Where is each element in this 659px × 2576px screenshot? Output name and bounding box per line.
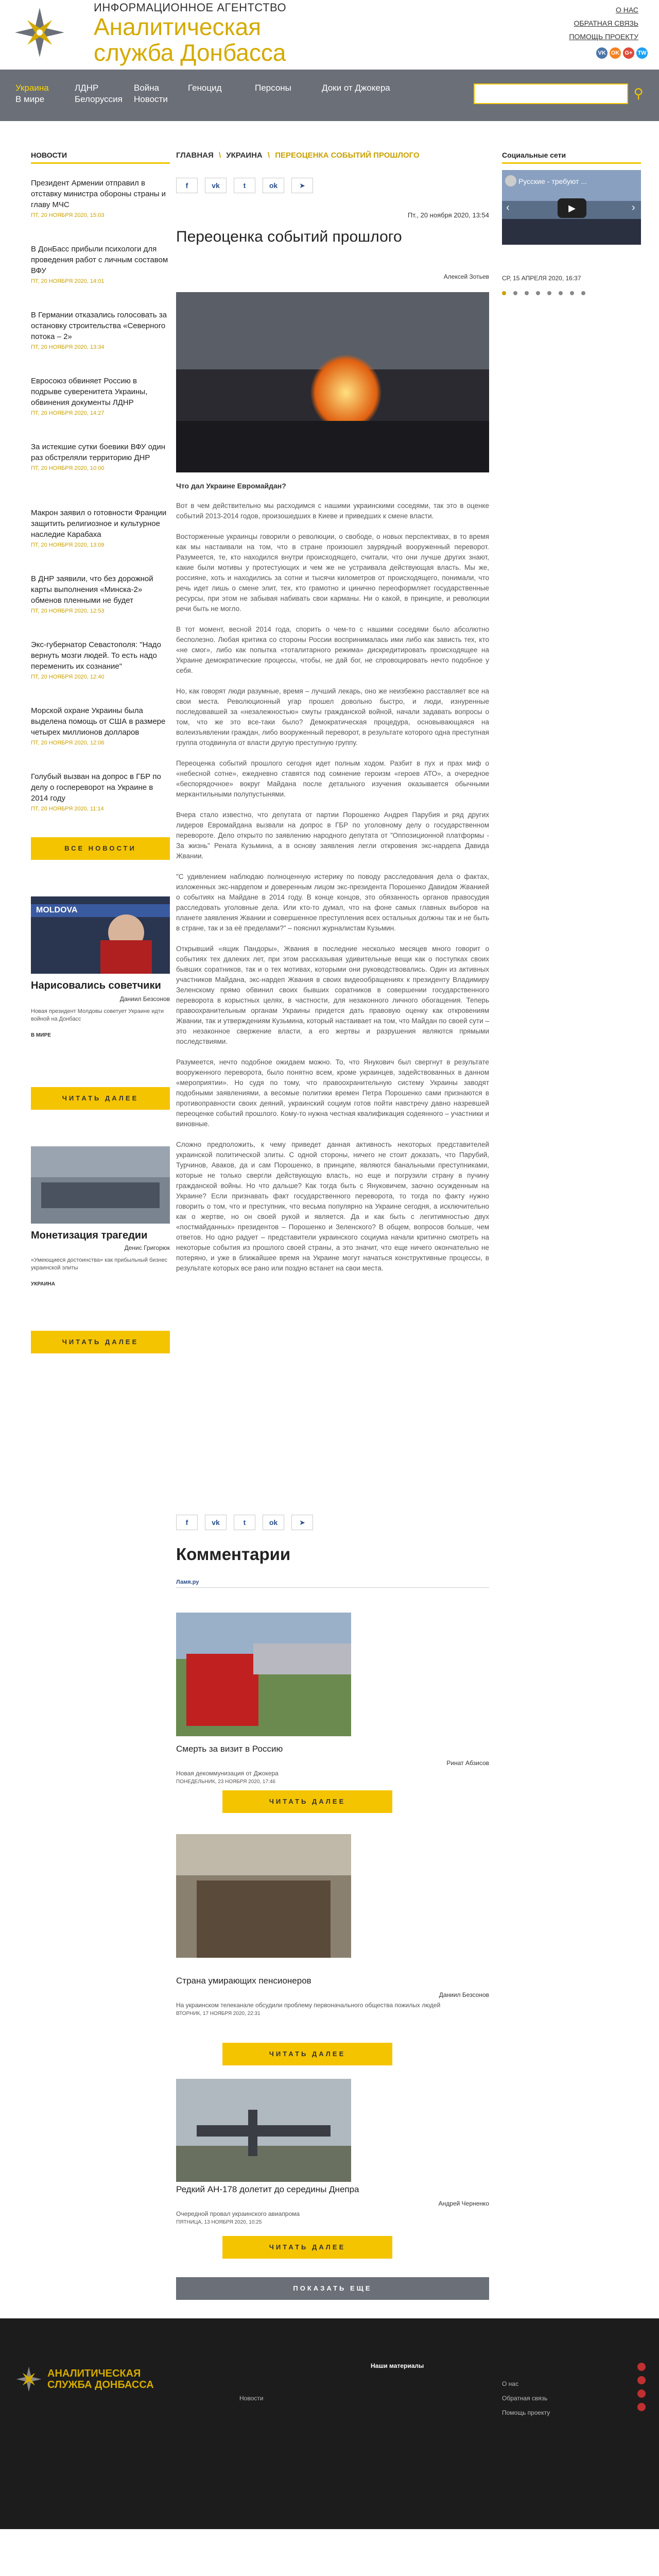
news-item[interactable] — [31, 376, 170, 417]
crumb-current: ПЕРЕОЦЕНКА СОБЫТИЙ ПРОШЛОГО — [275, 151, 420, 160]
link-help[interactable]: ПОМОЩЬ ПРОЕКТУ — [569, 32, 638, 41]
prev-arrow-icon[interactable]: ‹ — [506, 202, 510, 213]
article-author[interactable]: Алексей Зотьев — [443, 273, 489, 280]
card2-read-more[interactable]: ЧИТАТЬ ДАЛЕЕ — [31, 1331, 170, 1353]
card1-section: В МИРЕ — [31, 1032, 51, 1038]
related1-date: ПОНЕДЕЛЬНИК, 23 НОЯБРЯ 2020, 17:46 — [176, 1779, 275, 1785]
footer-social-icon[interactable] — [637, 2363, 646, 2371]
carousel-dot[interactable] — [502, 291, 506, 295]
all-news-button[interactable]: ВСЕ НОВОСТИ — [31, 837, 170, 860]
card2-section: УКРАИНА — [31, 1281, 55, 1287]
share-vk-icon[interactable]: vk — [205, 178, 227, 193]
card1-title[interactable]: Нарисовались советчики — [31, 980, 161, 991]
card2-lead: «Умеющиеся достоинства» как прибыльный бизнес украинской элиты — [31, 1257, 168, 1271]
news-item-title[interactable]: Макрон заявил о готовности Франции защитить религиозное и культурное наследие Карабаха — [31, 509, 167, 539]
related1-title[interactable]: Смерть за визит в Россию — [176, 1744, 283, 1754]
carousel-dot[interactable] — [513, 291, 517, 295]
related1-read-more[interactable]: ЧИТАТЬ ДАЛЕЕ — [222, 1790, 392, 1813]
article-paragraph: Вот в чем действительно мы расходимся с нашими украинскими соседями, так это в оценке событий 2013-2014 годов, произошедших в Киеве и приведших к смене власти. — [176, 502, 489, 520]
news-heading: НОВОСТИ — [31, 151, 170, 164]
comments-heading: Комментарии — [176, 1545, 291, 1564]
news-item[interactable] — [31, 244, 170, 285]
brand-line-2: служба Донбасса — [94, 39, 286, 66]
share-ok-icon-bottom[interactable]: ok — [263, 1515, 284, 1530]
share-telegram-icon-bottom[interactable]: ➤ — [291, 1515, 313, 1530]
article-paragraph: Вчера стало известно, что депутата от партии Порошенко Андрея Парубия и ряд других лидеров Евромайдана вызвали на допрос в ГБР по уголовному делу о государственном перевороте. Дело открыто по заявлению народного депутата от "Оппозиционной платформы - За жизнь" Рената Кузьмина, а в основу заявления легли откровения экс-нардепа Давида Жвании. — [176, 811, 489, 860]
nav-item-world[interactable]: В мире — [15, 94, 45, 104]
carousel-dot[interactable] — [536, 291, 540, 295]
image-caption: Что дал Украине Евромайдан? — [176, 482, 286, 490]
carousel-dot[interactable] — [570, 291, 574, 295]
nav-item-war[interactable]: Война — [134, 83, 160, 93]
ok-icon[interactable]: OK — [610, 47, 621, 59]
news-item-title[interactable]: Морской охране Украины была выделена помощь от США в размере четырех миллионов долларов — [31, 706, 166, 737]
news-item[interactable] — [31, 507, 170, 549]
news-item-date: ПТ, 20 НОЯБРЯ 2020, 12:06 — [31, 740, 105, 746]
footer-link-help[interactable]: Помощь проекту — [502, 2409, 550, 2416]
news-item-date: ПТ, 20 НОЯБРЯ 2020, 14:27 — [31, 410, 105, 416]
news-item-title[interactable]: Голубый вызван на допрос в ГБР по делу о госпереворот на Украине в 2014 году — [31, 772, 161, 803]
nav-item-persons[interactable]: Персоны — [255, 83, 291, 93]
card1-lead: Новая президент Молдовы советует Украине идти войной на Донбасс — [31, 1008, 164, 1022]
news-item-date: ПТ, 20 НОЯБРЯ 2020, 13:09 — [31, 542, 105, 548]
share-ok-icon[interactable]: ok — [263, 178, 284, 193]
article-date: Пт., 20 ноября 2020, 13:54 — [407, 211, 489, 219]
news-item-title[interactable]: Президент Армении отправил в отставку министра обороны страны и главу МЧС — [31, 179, 166, 209]
news-item-date: ПТ, 20 НОЯБРЯ 2020, 10:00 — [31, 465, 105, 471]
share-telegram-icon[interactable]: ➤ — [291, 178, 313, 193]
google-plus-icon[interactable]: G+ — [623, 47, 634, 59]
footer-link-about[interactable]: О нас — [502, 2380, 518, 2387]
related2-read-more[interactable]: ЧИТАТЬ ДАЛЕЕ — [222, 2043, 392, 2065]
nav-item-belarus[interactable]: Белоруссия — [75, 94, 123, 104]
brand-title[interactable] — [94, 14, 286, 65]
article-image — [176, 292, 489, 472]
site-footer — [0, 2318, 659, 2529]
search-icon[interactable]: ⚲ — [629, 83, 648, 104]
share-facebook-icon-bottom[interactable]: f — [176, 1515, 198, 1530]
news-item[interactable] — [31, 178, 170, 219]
article-paragraph: Открывший «ящик Пандоры», Жвания в последние несколько месяцев много говорит о событиях тех далеких лет, при этом рассказывая удивительные вещи как о поступках своих бывших соратников, так и о тех мотивах, которыми они руководствовались. Один из активных участников Майдана, экс-нардеп Жвания в своих видеообращениях к президенту Владимиру Зеленскому прямо обвинил своих бывших соратников в совершении государственного переворота в корыстных целях, в частности, для незаконного личного обогащения. Теперь правоохранительным органам Украины придется дать правовую оценку как откровениям Жвании, так и утверждениям Кузьмина, который настаивает на том, что Майдан по своей сути – это незаконное свержение власти, а его жертвы и разрушения являются прямыми последствиями. — [176, 945, 489, 1045]
nav-item-news[interactable]: Новости — [134, 94, 168, 104]
share-twitter-icon-bottom[interactable]: t — [234, 1515, 255, 1530]
card1-author: Даниил Безсонов — [119, 995, 170, 1003]
carousel-dot[interactable] — [547, 291, 551, 295]
article-paragraph: Восторженные украинцы говорили о революции, о свободе, о новых перспективах, в то время как мы настаивали на том, что в стране произошел заурядный вооруженный переворот. Разумеется, те, кто находился внутри происходящего, считали, что они лучше других знают, какие были мотивы у протестующих и чем же не устраивала действующая власть. Мы же, россияне, хоть и находились за сотни и тысячи километров от происходящего, понимали, что речь идет лишь о смене элит, тех, кто грамотно и цинично переоформляет государственные ресурсы, при этом не забывая набивать свои карманы. Ни о какой, в принципе, и революции речи быть не могло. — [176, 533, 489, 613]
related3-lead: Очередной провал украинского авиапрома — [176, 2210, 300, 2217]
nav-col-1 — [15, 82, 49, 105]
top-links — [569, 3, 638, 43]
related2-date: ВТОРНИК, 17 НОЯБРЯ 2020, 22:31 — [176, 2011, 261, 2016]
nav-col-3 — [134, 82, 168, 105]
footer-social-icon[interactable] — [637, 2403, 646, 2411]
news-item-title[interactable]: В Германии отказались голосовать за остановку строительства «Северного потока – 2» — [31, 311, 167, 341]
news-item[interactable] — [31, 771, 170, 813]
related1-card — [176, 1744, 489, 1785]
card2-photo[interactable] — [31, 1146, 170, 1224]
news-item-date: ПТ, 20 НОЯБРЯ 2020, 15:03 — [31, 212, 105, 218]
footer-link-news[interactable]: Новости — [239, 2395, 264, 2402]
share-facebook-icon[interactable]: f — [176, 178, 198, 193]
related3-photo[interactable] — [176, 2079, 351, 2182]
crumb-ukraine[interactable]: УКРАИНА — [226, 151, 263, 160]
social-heading: Социальные сети — [502, 151, 641, 164]
article-paragraph: Переоценка событий прошлого сегодня идет полным ходом. Разбит в пух и прах миф о «небесной сотне», ежедневно ставятся под сомнение героизм «героев АТО», а очередное «беспорядочное» вокруг Майдана после детального изучения оказывается обычными меркантильными полупустынями. — [176, 759, 489, 798]
show-more-button[interactable]: ПОКАЗАТЬ ЕЩЕ — [176, 2277, 489, 2300]
card2-author: Денис Григорюк — [124, 1244, 170, 1251]
play-icon[interactable]: ▶ — [558, 198, 586, 218]
news-item[interactable] — [31, 442, 170, 472]
news-item-date: ПТ, 20 НОЯБРЯ 2020, 12:53 — [31, 608, 105, 614]
site-header — [0, 0, 659, 70]
share-vk-icon-bottom[interactable]: vk — [205, 1515, 227, 1530]
related2-author: Даниил Безсонов — [439, 1991, 489, 1998]
news-item[interactable] — [31, 639, 170, 681]
related2-lead: На украинском телеканале обсудили проблему первоначального общества пожилых людей — [176, 2002, 441, 2009]
card1-photo[interactable]: MOLDOVA — [31, 896, 170, 974]
carousel-dot[interactable] — [559, 291, 563, 295]
news-item[interactable] — [31, 573, 170, 615]
related2-title[interactable]: Страна умирающих пенсионеров — [176, 1976, 311, 1986]
comments-widget-label[interactable]: Ламя.ру — [176, 1579, 489, 1588]
related2-card — [176, 1976, 489, 2016]
related3-date: ПЯТНИЦА, 13 НОЯБРЯ 2020, 10:25 — [176, 2219, 262, 2225]
video-player[interactable] — [502, 170, 641, 245]
footer-col2-heading: Наши материалы — [371, 2362, 424, 2369]
footer-brand-line-1: АНАЛИТИЧЕСКАЯ — [47, 2368, 141, 2379]
crumb-home[interactable]: ГЛАВНАЯ — [176, 151, 214, 160]
news-item-title[interactable]: В ДНР заявили, что без дорожной карты выполнения «Минска-2» обменов пленными не будет — [31, 574, 153, 605]
footer-brand-line-2: СЛУЖБА ДОНБАССА — [47, 2379, 154, 2391]
carousel-dot[interactable] — [525, 291, 529, 295]
brand-line-1: Аналитическая — [94, 13, 262, 40]
breadcrumb: ГЛАВНАЯ \ УКРАИНА \ ПЕРЕОЦЕНКА СОБЫТИЙ ПРОШЛОГО — [176, 151, 420, 160]
news-item-date: ПТ, 20 НОЯБРЯ 2020, 14:01 — [31, 278, 105, 284]
article-paragraph: Сложно предположить, к чему приведет данная активность некоторых представителей украинской политической элиты. С одной стороны, ничего не стоит доказать, что Парубий, Турчинов, Аваков, да и сам Порошенко, в принципе, являются банальными преступниками, которые не только свергли действующую власть, но еще и погрузили страну в пучину гражданской войны. Но что дальше? Как тогда быть с Януковичем, заочно осужденным на Украине? Если признавать факт государственного переворота, то тогда по факту нужно говорить о том, что и преступник, что весьма популярно на Украине сегодня, а исключительно как о жертве, но он своей рукой и является. Да и как быть с легитимностью двух «постмайданных» президентов – Порошенко и Зеленского? В общем, вопросов больше, чем ответов. Но одно радует – представители украинского социума начали критично смотреть на некоторые события из прошлого своей страны, а это значит, что еще ничего окончательно не потеряно, и уже в ближайшее время на Украине могут начаться конструктивные процессы, в результате которых все рано или поздно встанет на свои места. — [176, 1141, 489, 1272]
video-date: СР, 15 АПРЕЛЯ 2020, 16:37 — [502, 275, 581, 282]
nav-item-joker-docs[interactable]: Доки от Джокера — [322, 83, 390, 93]
carousel-dots — [502, 289, 585, 298]
news-item[interactable] — [31, 705, 170, 747]
related2-photo[interactable] — [176, 1834, 351, 1958]
twitter-icon[interactable]: TW — [636, 47, 648, 59]
news-item-title[interactable]: Экс-губернатор Севастополя: "Надо вернуть мозги людей. То есть надо переменить их сознание" — [31, 640, 161, 671]
footer-social-icon[interactable] — [637, 2389, 646, 2398]
search-input[interactable] — [474, 83, 628, 104]
news-item-title[interactable]: В ДонБасс прибыли психологи для проведения работ с личным составом ВФУ — [31, 245, 168, 275]
related3-read-more[interactable]: ЧИТАТЬ ДАЛЕЕ — [222, 2236, 392, 2259]
footer-social-icon[interactable] — [637, 2376, 646, 2384]
video-title: Русские - требуют ... — [518, 177, 587, 185]
article-title: Переоценка событий прошлого — [176, 228, 402, 245]
article-paragraph: В тот момент, весной 2014 года, спорить о чем-то с нашими соседями было абсолютно бесполезно. Любая критика со стороны России воспринималась ими либо как зависть тех, кто «не смог», либо как попытка «тоталитарного режима» дискредитировать происходящее на Украине демократические процессы, чтобы, не дай бог, не спровоцировать нечто подобное у себя. — [176, 625, 489, 674]
nav-item-ldnr[interactable]: ЛДНР — [75, 83, 99, 93]
news-item-date: ПТ, 20 НОЯБРЯ 2020, 11:14 — [31, 806, 104, 812]
news-item-date: ПТ, 20 НОЯБРЯ 2020, 13:34 — [31, 344, 105, 350]
footer-logo-icon[interactable] — [14, 2365, 43, 2394]
vk-icon[interactable]: VK — [596, 47, 608, 59]
article-paragraph: Разумеется, нечто подобное ожидаем можно. То, что Янукович был свергнут в результате вооруженного переворота, было понятно всем, кроме украинцев, задействованных в данном «мероприятии». Но судя по тому, что правоохранительную систему Украины заводят подобными заявлениями, а весомые политики времен Петра Порошенко сами признаются в противоправности своих деяний, украинский социум готов пойти навстречу давно назревшей переоценке событий прошлого. Кому-то нужна честная квалификация содеянного – участники и виновные. — [176, 1058, 489, 1128]
channel-avatar — [505, 175, 516, 187]
next-arrow-icon[interactable]: › — [632, 202, 635, 213]
nav-col-2 — [75, 82, 123, 105]
logo-icon[interactable] — [11, 4, 68, 61]
article-paragraph: Но, как говорят люди разумные, время – лучший лекарь, оно же неизбежно расставляет все на свои места. Революционный угар прошел довольно быстро, и люди, изнуренные последовавшей за «незалежностью» смуты гражданской войной, начали задавать вопросы о том, что же это все-таки было? Демократическая процедура, основывающаяся на волеизъявлении граждан, либо вооруженный переворот, в результате которого одна преступная группа отодвинула от власти другую преступную группу. — [176, 687, 489, 747]
footer-brand[interactable] — [47, 2368, 154, 2391]
link-feedback[interactable]: ОБРАТНАЯ СВЯЗЬ — [574, 19, 638, 27]
link-about[interactable]: О НАС — [615, 6, 638, 14]
related3-card — [176, 2184, 489, 2225]
footer-link-feedback[interactable]: Обратная связь — [502, 2395, 548, 2402]
carousel-dot[interactable] — [581, 291, 585, 295]
related3-title[interactable]: Редкий АН-178 долетит до середины Днепра — [176, 2184, 359, 2194]
article-paragraph: "С удивлением наблюдаю полноценную истерику по поводу расследования дела о фактах, изложенных экс-нардепом и доверенным лицом экс-президента Порошенко Давидом Жванией о событиях на Майдане в 2014 году. В конце концов, это обязанность органов правосудия расследовать уголовные дела. Или кто-то думал, что на фоне самых главных выборов на планете заявления Жвании и совершенное преступления всех остальных должны так и не быть в стране, так и за её пределами?" – пояснил журналистам Кузьмин. — [176, 873, 489, 932]
news-item[interactable] — [31, 310, 170, 351]
news-item-title[interactable]: За истекшие сутки боевики ВФУ один раз обстреляли территорию ДНР — [31, 443, 166, 462]
share-twitter-icon[interactable]: t — [234, 178, 255, 193]
related1-photo[interactable] — [176, 1613, 351, 1736]
card1-read-more[interactable]: ЧИТАТЬ ДАЛЕЕ — [31, 1087, 170, 1110]
nav-item-ukraine[interactable]: Украина — [15, 83, 49, 93]
nav-item-genocide[interactable]: Геноцид — [188, 83, 222, 93]
news-item-date: ПТ, 20 НОЯБРЯ 2020, 12:40 — [31, 674, 105, 680]
article-body — [176, 501, 489, 1284]
related3-author: Андрей Черненко — [438, 2200, 489, 2207]
agency-label: ИНФОРМАЦИОННОЕ АГЕНТСТВО — [94, 1, 287, 14]
card2-title[interactable]: Монетизация трагедии — [31, 1230, 148, 1241]
related1-author: Ринат Абзисов — [446, 1759, 489, 1767]
related1-lead: Новая декоммунизация от Джокера — [176, 1770, 279, 1777]
news-item-title[interactable]: Евросоюз обвиняет Россию в подрыве суверенитета Украины, обвинения документы ЛДНР — [31, 377, 148, 407]
